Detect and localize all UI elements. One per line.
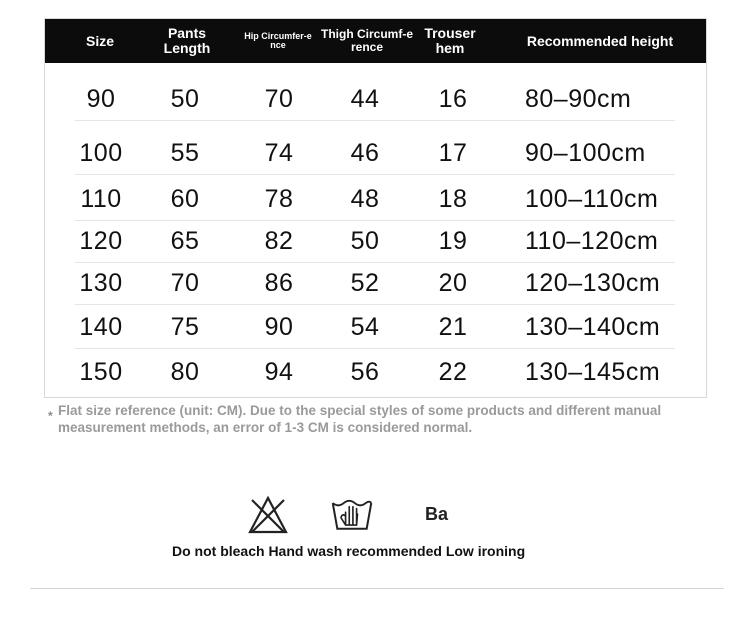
cell-hem: 17	[438, 138, 468, 167]
table-row	[45, 219, 706, 263]
header-trouser-hem	[413, 19, 487, 63]
cell-hip: 86	[264, 268, 294, 297]
header-hip-label: Hip Circumfer-ence	[244, 30, 312, 50]
header-hem-label: Trouser hem	[424, 25, 476, 56]
cell-pants-length: 75	[170, 312, 200, 341]
cell-size: 130	[79, 268, 123, 297]
header-pants-length-label: Pants Length	[163, 25, 211, 56]
header-thigh-label: Thigh Circumf-erence	[321, 27, 413, 54]
header-thigh-circumference	[319, 19, 415, 63]
cell-hem: 19	[438, 226, 468, 255]
cell-pants-length: 55	[170, 138, 200, 167]
table-row	[45, 350, 706, 394]
cell-hip: 90	[264, 312, 294, 341]
cell-thigh: 54	[350, 312, 380, 341]
cell-size: 110	[80, 184, 122, 213]
cell-height: 100–110cm	[525, 184, 659, 213]
header-recommended-height: Recommended height	[526, 32, 674, 49]
cell-height: 120–130cm	[525, 268, 661, 297]
cell-thigh: 56	[350, 357, 380, 386]
cell-hem: 22	[438, 357, 468, 386]
cell-height: 80–90cm	[525, 84, 632, 113]
cell-pants-length: 60	[170, 184, 200, 213]
bottom-divider	[30, 588, 724, 589]
table-header	[45, 19, 706, 63]
size-note	[48, 402, 718, 436]
cell-size: 100	[79, 138, 123, 167]
table-row	[45, 131, 706, 175]
cell-hip: 78	[264, 184, 294, 213]
table-row	[45, 177, 706, 221]
cell-hip: 94	[264, 357, 294, 386]
cell-hem: 20	[438, 268, 468, 297]
cell-hem: 16	[438, 84, 468, 113]
row-divider	[75, 120, 675, 121]
cell-thigh: 44	[350, 84, 380, 113]
cell-pants-length: 65	[170, 226, 200, 255]
header-size: Size	[85, 32, 114, 49]
cell-thigh: 48	[350, 184, 380, 213]
cell-height: 130–145cm	[525, 357, 661, 386]
cell-pants-length: 80	[170, 357, 200, 386]
header-pants-length	[147, 19, 227, 63]
row-divider	[75, 174, 675, 175]
note-asterisk: *	[48, 409, 53, 423]
cell-pants-length: 70	[170, 268, 200, 297]
table-row	[45, 261, 706, 305]
cell-height: 130–140cm	[525, 312, 661, 341]
cell-hip: 82	[264, 226, 294, 255]
header-hip-circumference	[237, 19, 319, 63]
cell-hem: 18	[438, 184, 468, 213]
cell-size: 150	[79, 357, 123, 386]
cell-height: 110–120cm	[525, 226, 659, 255]
cell-size: 120	[79, 226, 123, 255]
cell-thigh: 52	[350, 268, 380, 297]
care-caption: Do not bleach Hand wash recommended Low ironing	[172, 543, 526, 559]
cell-hip: 70	[264, 84, 294, 113]
hand-wash-icon	[330, 494, 374, 536]
size-table	[44, 18, 707, 398]
cell-height: 90–100cm	[525, 138, 646, 167]
cell-hip: 74	[264, 138, 294, 167]
table-row	[45, 77, 706, 121]
low-ironing-icon: Ba	[425, 504, 449, 524]
cell-size: 90	[86, 84, 116, 113]
cell-hem: 21	[438, 312, 468, 341]
cell-thigh: 46	[350, 138, 380, 167]
row-divider	[75, 348, 675, 349]
cell-thigh: 50	[350, 226, 380, 255]
care-icons	[240, 494, 470, 538]
note-text: Flat size reference (unit: CM). Due to the special styles of some products and different manual measurement methods, an error of 1-3 CM is considered normal.	[58, 403, 662, 435]
table-row	[45, 305, 706, 349]
no-bleach-icon	[246, 494, 290, 536]
cell-size: 140	[79, 312, 123, 341]
cell-pants-length: 50	[170, 84, 200, 113]
